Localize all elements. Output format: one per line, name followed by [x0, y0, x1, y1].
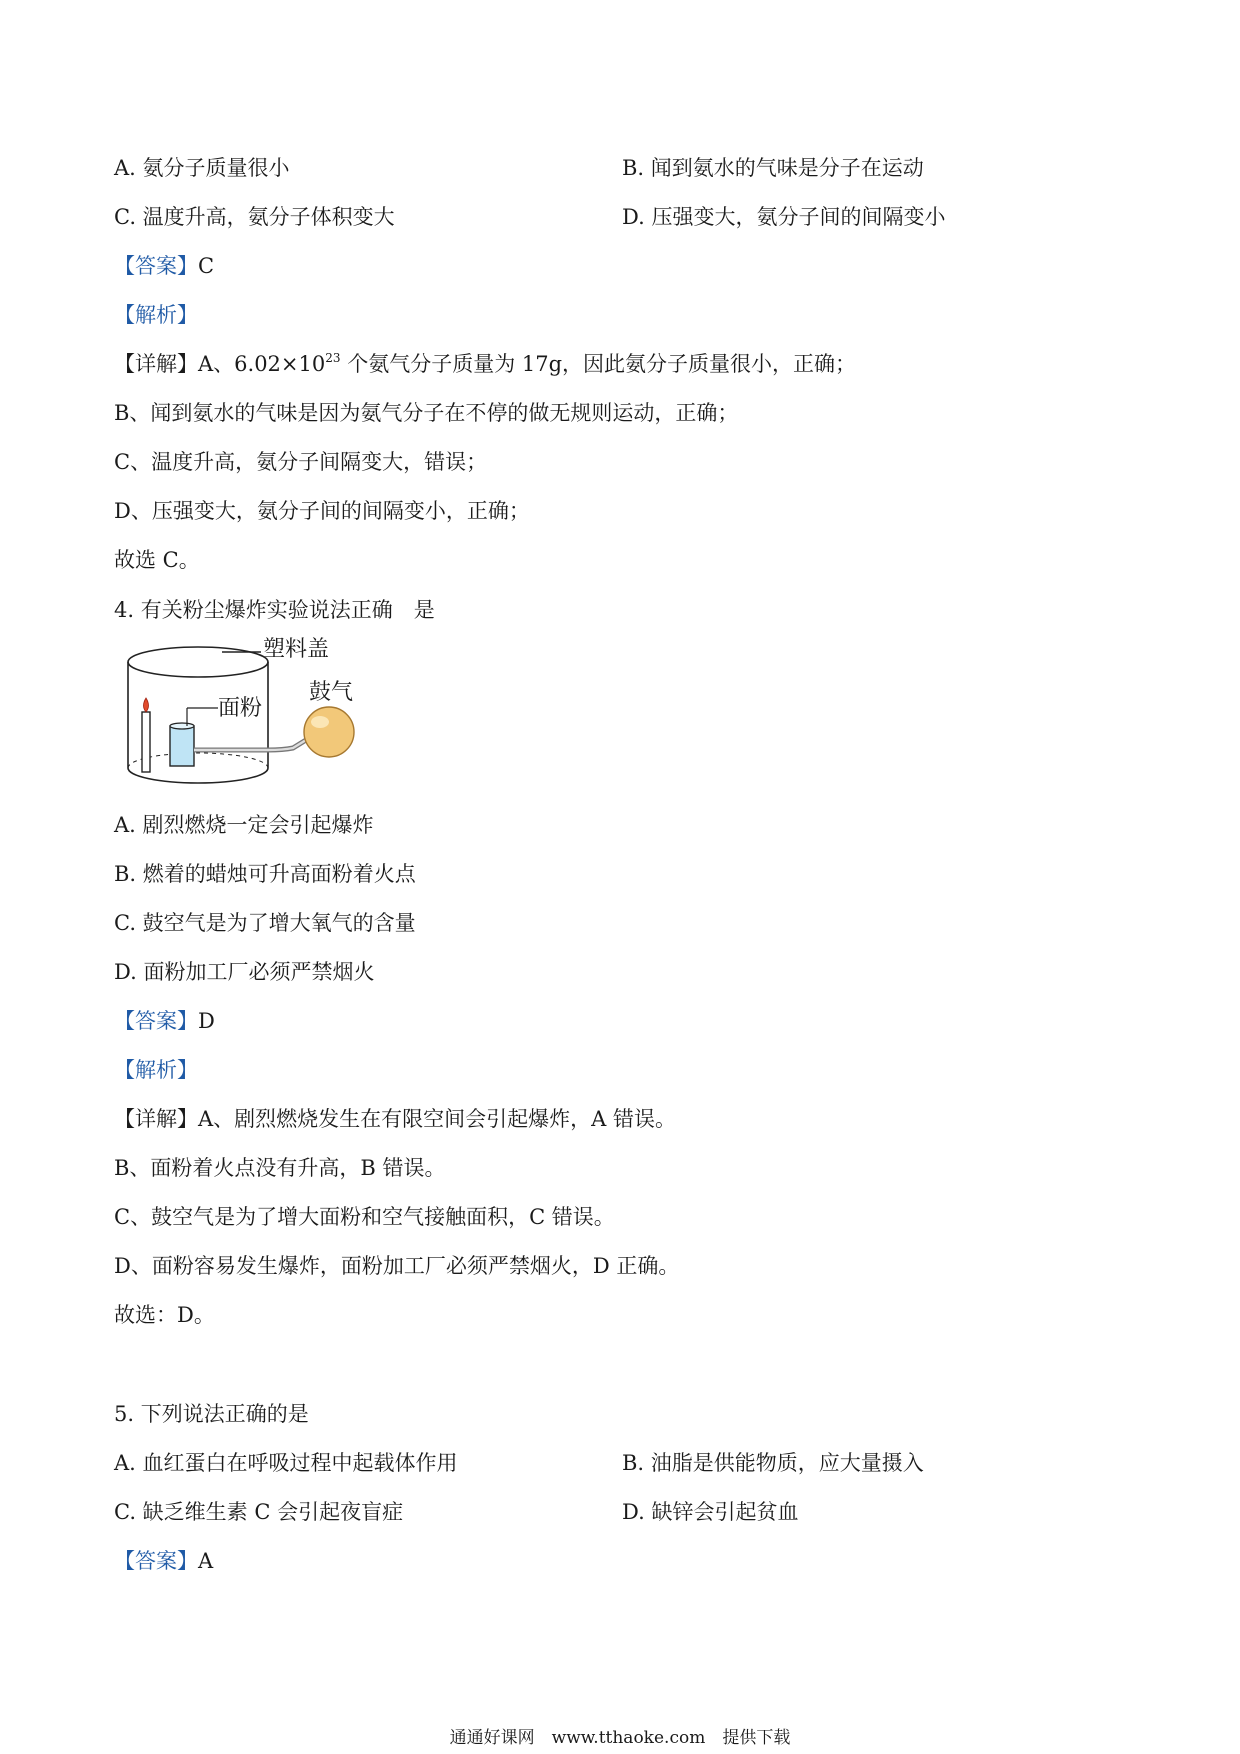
q3-detail-d: D、压强变大，氨分子间的间隔变小，正确；	[114, 499, 530, 523]
q3-option-a: A. 氨分子质量很小	[114, 156, 290, 180]
q5-answer-line	[114, 1547, 213, 1575]
q3-option-c: C. 温度升高，氨分子体积变大	[114, 205, 395, 229]
q5-option-a: A. 血红蛋白在呼吸过程中起载体作用	[114, 1451, 458, 1475]
answer-tag: 【答案】	[114, 1549, 198, 1573]
q4-detail-d: D、面粉容易发生爆炸，面粉加工厂必须严禁烟火，D 正确。	[114, 1254, 680, 1278]
q4-stem: 4. 有关粉尘爆炸实验说法正确 是	[114, 598, 435, 622]
q4-option-d: D. 面粉加工厂必须严禁烟火	[114, 960, 375, 984]
q3-option-b: B. 闻到氨水的气味是分子在运动	[622, 156, 924, 180]
q4-detail-a	[114, 1105, 676, 1133]
answer-value: A	[198, 1549, 214, 1573]
q4-option-a: A. 剧烈燃烧一定会引起爆炸	[114, 813, 374, 837]
q4-conclusion: 故选：D。	[114, 1303, 215, 1327]
q4-detail-b: B、面粉着火点没有升高，B 错误。	[114, 1156, 446, 1180]
q4-answer-line	[114, 1007, 215, 1035]
q4-option-b: B. 燃着的蜡烛可升高面粉着火点	[114, 862, 416, 886]
answer-tag: 【答案】	[114, 1009, 198, 1033]
detail-text: A、6.02×10	[198, 352, 326, 376]
exponent: 23	[325, 351, 341, 365]
q4-option-c: C. 鼓空气是为了增大氧气的含量	[114, 911, 416, 935]
label-plastic-lid: 塑料盖	[263, 637, 330, 662]
label-pump: 鼓气	[309, 680, 354, 705]
detail-text: A、剧烈燃烧发生在有限空间会引起爆炸，A 错误。	[198, 1107, 677, 1131]
q3-option-d: D. 压强变大，氨分子间的间隔变小	[622, 205, 946, 229]
q3-detail-a	[114, 350, 856, 378]
q5-option-c: C. 缺乏维生素 C 会引起夜盲症	[114, 1500, 404, 1524]
detail-tag: 【详解】	[114, 352, 198, 376]
detail-text: 个氨气分子质量为 17g，因此氨分子质量很小，正确；	[340, 352, 857, 376]
q3-conclusion: 故选 C。	[114, 548, 200, 572]
q5-option-b: B. 油脂是供能物质，应大量摄入	[622, 1451, 924, 1475]
analysis-tag: 【解析】	[114, 303, 198, 327]
page-footer: 通通好课网 www.tthaoke.com 提供下载	[449, 1728, 791, 1748]
q4-detail-c: C、鼓空气是为了增大面粉和空气接触面积，C 错误。	[114, 1205, 615, 1229]
answer-tag: 【答案】	[114, 254, 198, 278]
q3-answer-line	[114, 252, 214, 280]
q3-detail-c: C、温度升高，氨分子间隔变大，错误；	[114, 450, 488, 474]
answer-value: C	[198, 254, 215, 278]
q5-stem: 5. 下列说法正确的是	[114, 1402, 309, 1426]
analysis-tag: 【解析】	[114, 1058, 198, 1082]
q5-option-d: D. 缺锌会引起贫血	[622, 1500, 799, 1524]
answer-value: D	[198, 1009, 215, 1033]
label-flour: 面粉	[218, 696, 263, 721]
q3-detail-b: B、闻到氨水的气味是因为氨气分子在不停的做无规则运动，正确；	[114, 401, 739, 425]
detail-tag: 【详解】	[114, 1107, 198, 1131]
